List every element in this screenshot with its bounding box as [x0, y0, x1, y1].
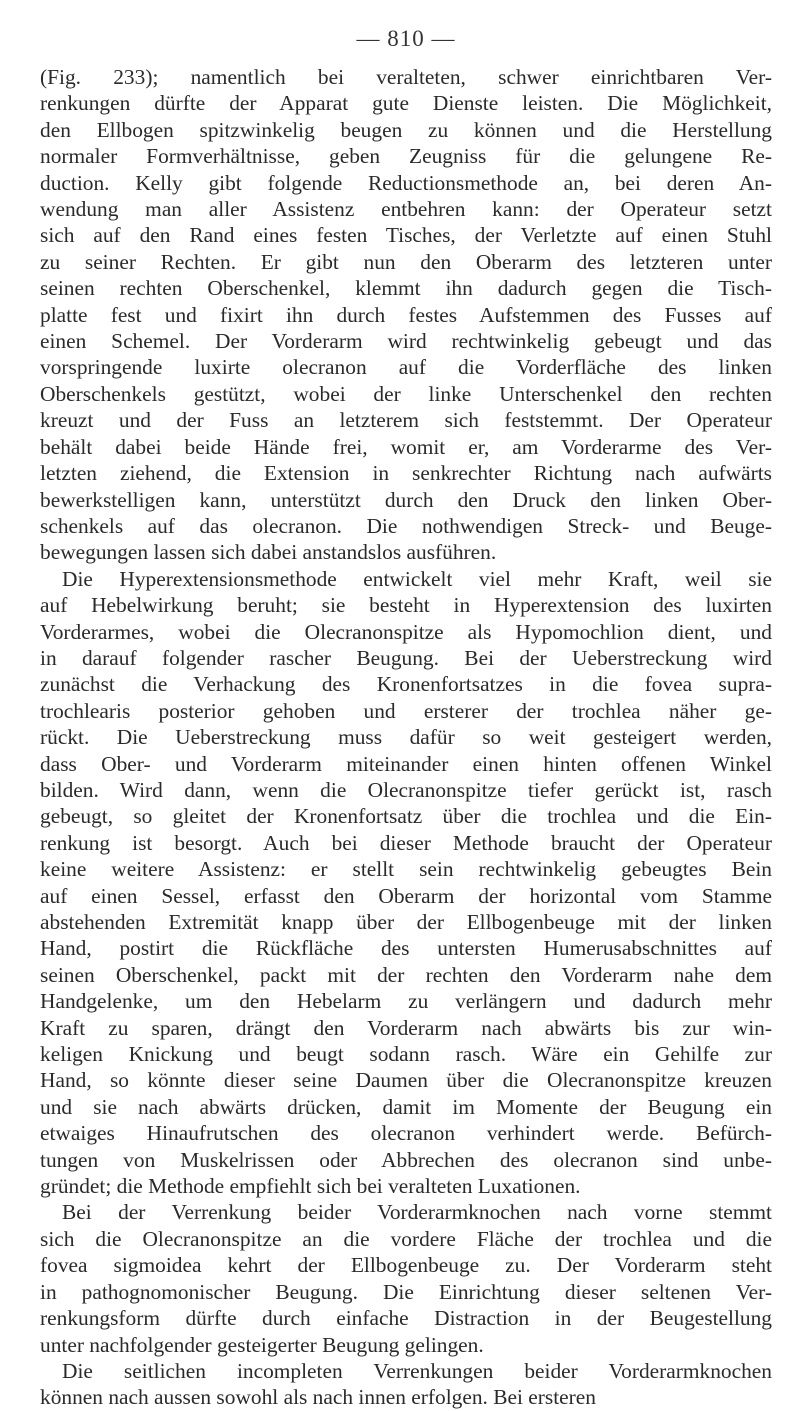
text-line: Bei der Verrenkung beider Vorderarmknochen nach vorne stemmt — [62, 1200, 772, 1225]
text-line: sich die Olecranonspitze an die vordere Fläche der trochlea und die — [40, 1226, 772, 1251]
text-line: und sie nach abwärts drücken, damit im Momente der Beugung ein — [40, 1094, 772, 1119]
text-line: zunächst die Verhackung des Kronenfortsatzes in die fovea supra- — [40, 672, 772, 697]
text-line: behält dabei beide Hände frei, womit er, am Vorderarme des Ver- — [40, 434, 772, 459]
text-line: keine weitere Assistenz: er stellt sein rechtwinkelig gebeugtes Bein — [40, 857, 772, 882]
text-line: schenkels auf das olecranon. Die nothwendigen Streck- und Beuge- — [40, 513, 772, 538]
text-line: abstehenden Extremität knapp über der Ellbogenbeuge mit der linken — [40, 910, 772, 934]
text-line: Kraft zu sparen, drängt den Vorderarm nach abwärts bis zur win- — [40, 1015, 772, 1040]
text-line: wendung man aller Assistenz entbehren kann: der Operateur setzt — [40, 197, 772, 222]
text-line: bewerkstelligen kann, unterstützt durch den Druck den linken Ober- — [40, 487, 772, 512]
text-line: rückt. Die Ueberstreckung muss dafür so weit gesteigert werden, — [40, 725, 772, 750]
text-line: in pathognomonischer Beugung. Die Einrichtung dieser seltenen Ver- — [40, 1279, 772, 1304]
text-line: gebeugt, so gleitet der Kronenfortsatz über die trochlea und die Ein- — [40, 804, 772, 829]
body-text — [40, 64, 772, 1411]
text-line: Oberschenkels gestützt, wobei der linke Unterschenkel den rechten — [40, 381, 772, 406]
text-line: Die seitlichen incompleten Verrenkungen beider Vorderarmknochen — [62, 1358, 772, 1383]
text-line: (Fig. 233); namentlich bei veralteten, schwer einrichtbaren Ver- — [40, 65, 772, 89]
text-line: platte fest und fixirt ihn durch festes Aufstemmen des Fusses auf — [40, 302, 772, 327]
text-line: etwaiges Hinaufrutschen des olecranon verhindert werde. Befürch- — [40, 1121, 772, 1146]
text-line: kreuzt und der Fuss an letzterem sich feststemmt. Der Operateur — [40, 408, 772, 433]
text-line: vorspringende luxirte olecranon auf die Vorderfläche des linken — [40, 355, 772, 380]
text-line: renkung ist besorgt. Auch bei dieser Methode braucht der Operateur — [40, 830, 772, 855]
text-line: tungen von Muskelrissen oder Abbrechen des olecranon sind unbe- — [40, 1147, 772, 1172]
text-line: bilden. Wird dann, wenn die Olecranonspitze tiefer gerückt ist, rasch — [40, 777, 772, 802]
text-line: keligen Knickung und beugt sodann rasch. Wäre ein Gehilfe zur — [40, 1042, 772, 1067]
text-line: renkungsform dürfte durch einfache Distraction in der Beugestellung — [40, 1306, 772, 1331]
text-line: seinen rechten Oberschenkel, klemmt ihn dadurch gegen die Tisch- — [40, 276, 772, 301]
text-line: normaler Formverhältnisse, geben Zeugniss für die gelungene Re- — [40, 144, 772, 169]
text-line: gründet; die Methode empfiehlt sich bei veralteten Luxationen. — [40, 1174, 581, 1199]
text-line: seinen Oberschenkel, packt mit der rechten den Vorderarm nahe dem — [40, 962, 772, 987]
text-line: renkungen dürfte der Apparat gute Dienste leisten. Die Möglichkeit, — [40, 91, 772, 116]
text-line: in darauf folgender rascher Beugung. Bei der Ueberstreckung wird — [40, 645, 772, 670]
text-line: duction. Kelly gibt folgende Reductionsmethode an, bei deren An- — [40, 170, 772, 195]
page-number: — 810 — — [356, 26, 456, 51]
text-line: zu seiner Rechten. Er gibt nun den Oberarm des letzteren unter — [40, 249, 772, 274]
text-line: trochlearis posterior gehoben und ersterer der trochlea näher ge- — [40, 698, 772, 723]
text-line: sich auf den Rand eines festen Tisches, der Verletzte auf einen Stuhl — [40, 223, 772, 248]
text-line: Hand, postirt die Rückfläche des untersten Humerusabschnittes auf — [40, 936, 772, 961]
text-line: unter nachfolgender gesteigerter Beugung gelingen. — [40, 1332, 484, 1357]
text-line: den Ellbogen spitzwinkelig beugen zu können und die Herstellung — [40, 117, 772, 142]
text-line: auf Hebelwirkung beruht; sie besteht in Hyperextension des luxirten — [40, 593, 772, 618]
text-line: Vorderarmes, wobei die Olecranonspitze als Hypomochlion dient, und — [40, 619, 772, 644]
text-line: Die Hyperextensionsmethode entwickelt viel mehr Kraft, weil sie — [62, 566, 772, 591]
text-line: Handgelenke, um den Hebelarm zu verlängern und dadurch mehr — [40, 989, 772, 1014]
text-line: fovea sigmoidea kehrt der Ellbogenbeuge zu. Der Vorderarm steht — [40, 1253, 772, 1278]
text-line: dass Ober- und Vorderarm miteinander einen hinten offenen Winkel — [40, 751, 772, 776]
text-line: einen Schemel. Der Vorderarm wird rechtwinkelig gebeugt und das — [40, 329, 772, 354]
text-line: können nach aussen sowohl als nach innen erfolgen. Bei ersteren — [40, 1385, 596, 1410]
text-line: Hand, so könnte dieser seine Daumen über die Olecranonspitze kreuzen — [40, 1068, 772, 1093]
text-line: auf einen Sessel, erfasst den Oberarm der horizontal vom Stamme — [40, 883, 772, 908]
text-line: bewegungen lassen sich dabei anstandslos ausführen. — [40, 540, 497, 565]
text-line: letzten ziehend, die Extension in senkrechter Richtung nach aufwärts — [40, 461, 772, 486]
